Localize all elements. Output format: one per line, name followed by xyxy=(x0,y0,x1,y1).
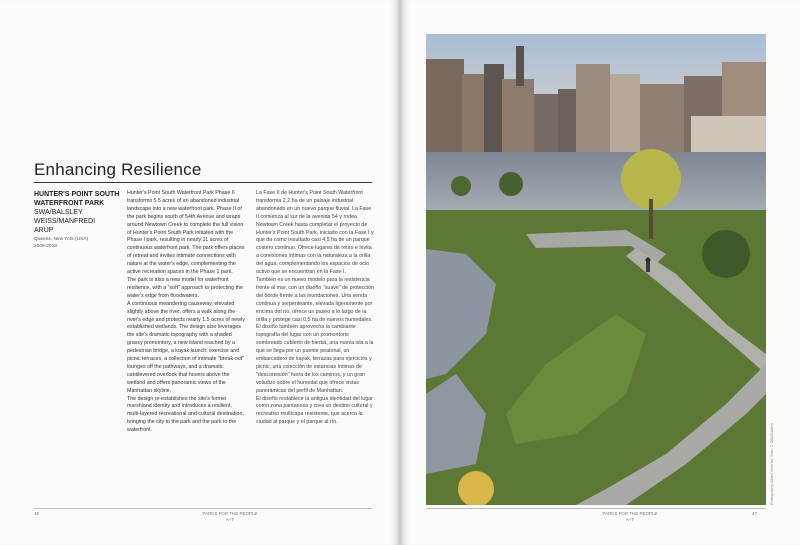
left-running-head-text: PARKS FOR THE PEOPLE xyxy=(202,511,258,516)
photo-credit xyxy=(770,415,776,505)
footer-rule-right xyxy=(426,508,766,509)
right-page-number: 47 xyxy=(752,511,758,516)
right-running-head-text: PARKS FOR THE PEOPLE xyxy=(602,511,658,516)
right-running-head xyxy=(600,511,660,523)
project-years: 2009-2018 xyxy=(34,244,57,249)
section-title: Enhancing Resilience xyxy=(34,160,202,179)
right-running-head-sub: A+T xyxy=(625,517,635,522)
left-page-number: 46 xyxy=(34,511,40,516)
spanish-paragraph: También es un nuevo modelo para la resistencia frente al mar, con un diseño "suave" de protección del borde frente a las inundaciones. Una senda continua y serpenteante, elevada ligeramente por encima del río, ofrece un paseo a lo largo de la orilla y protege casi 0,5 ha de nuevos humedales. El diseño también aprovecha la cambiante topografía del lugar con un promontorio sombreado cubierto de hierba, una nueva isla a la que se llega por un puente peatonal, un embarcadero de kayak, terrazas para ejercicios y picnic, una colección de estancias íntimas de "desconexión" fuera de los caminos, y un gran voladizo sobre el humedal que ofrece vistas panorámicas del perfil de Manhattan. xyxy=(256,276,375,394)
footer-rule-left xyxy=(34,508,372,509)
english-paragraph: Hunter's Point South Waterfront Park Phase II transforms 5.5 acres of an abandoned industrial landscape into a new waterfront park. Phase II of the park begins south of 54th Avenue and wraps around Newtown Creek to complete the full vision of Hunter's Point South Park initiated with the Phase I park, resulting in nearly 11 acres of continuous waterfront park. The park offers places of retreat and invites intimate connections with nature at the water's edge, complementing the active recreation spaces in the Phase 1 park. xyxy=(127,190,245,276)
jogger-figure xyxy=(646,258,651,273)
firm-2: WEISS/MANFREDI xyxy=(34,218,96,225)
spanish-paragraph: El diseño restablece la antigua identidad del lugar como zona pantanosa y crea un destino cultural y recreativo multicapa resistente, que acerca la ciudad al parque y el parque al río. xyxy=(256,395,373,426)
title-rule xyxy=(34,182,372,183)
firm-1: SWA/BALSLEY xyxy=(34,209,83,216)
project-name: HUNTER'S POINT SOUTH WATERFRONT PARK xyxy=(34,191,120,207)
project-location xyxy=(34,236,122,250)
river xyxy=(426,152,766,210)
spanish-paragraph: La Fase II de Hunter's Point South Waterfront transforma 2,2 ha de un paisaje industrial abandonado en un nuevo parque fluvial. La Fase II comienza al sur de la avenida 54 y rodea Newtown Creek hasta completar el proyecto de Hunter's Point South Park, iniciado con la Fase I y que da como resultado casi 4,5 ha de un parque costero continuo. Ofrece lugares de retiro e invita a conexiones íntimas con la naturaleza a la orilla del agua, complementando los espacios de ocio activo que se encuentran en la Fase I. xyxy=(256,190,374,276)
location-text: Queens, New York (USA) xyxy=(34,237,89,242)
left-running-head-sub: A+T xyxy=(225,517,235,522)
park-photograph xyxy=(426,34,766,505)
firm-3: ARUP xyxy=(34,227,54,234)
spanish-text-column xyxy=(256,190,374,427)
left-page xyxy=(0,0,398,545)
english-paragraph: The park is also a new model for waterfront resilience, with a "soft" approach to protecting the water's edge from floodwaters. xyxy=(127,276,243,299)
photo-credit-text: Photography: Albert Vecerka / Esto; © SWA/Balsley xyxy=(770,422,774,505)
english-text-column xyxy=(127,190,245,435)
right-page xyxy=(402,0,800,545)
left-running-head xyxy=(200,511,260,523)
english-paragraph: The design re-establishes the site's former marshland identity and introduces a resilient, multi-layered recreational and cultural destination, bringing the city to the park and the park to the waterfront. xyxy=(127,395,244,434)
project-credits xyxy=(34,190,122,250)
english-paragraph: A continuous meandering causeway, elevated slightly above the river, offers a walk along the river's edge and protects nearly 1.5 acres of newly established wetlands. The design also leverages the site's dramatic topography with a shaded grassy promontory, a new island reached by a pedestrian bridge, a kayak launch, exercise and picnic terraces, a collection of intimate "break-out" lounges off the pathways, and a dramatic cantilevered overlook that hovers above the wetland and offers panoramic views of the Manhattan skyline. xyxy=(127,300,245,394)
